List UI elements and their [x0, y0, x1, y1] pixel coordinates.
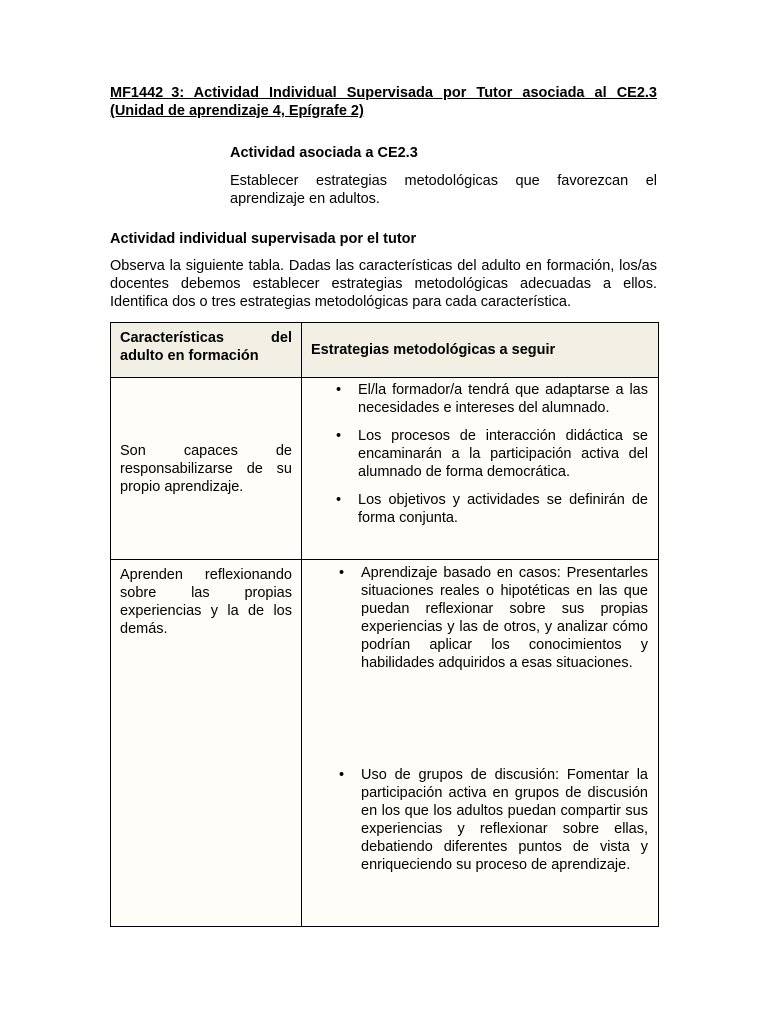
- strategy-text: Los objetivos y actividades se definirán de forma conjunta.: [358, 492, 648, 526]
- list-item: [339, 564, 648, 672]
- strategy-text: El/la formador/a tendrá que adaptarse a las necesidades e intereses del alumnado.: [358, 382, 648, 416]
- table-row: [111, 378, 659, 560]
- header-characteristics-word1: Características: [120, 330, 224, 346]
- header-strategies: [302, 323, 659, 378]
- list-item: [339, 766, 648, 874]
- intro-paragraph: Observa la siguiente tabla. Dadas las características del adulto en formación, los/as docentes debemos establecer estrategias metodológicas adecuadas a ellos. Identifica dos o tres estrategias metodológicas para cada característica.: [110, 258, 657, 310]
- header-strategies-label: Estrategias metodológicas a seguir: [311, 342, 556, 358]
- strategies-cell: [302, 378, 659, 560]
- bullet-icon: •: [336, 428, 342, 444]
- strategies-cell: [302, 560, 659, 927]
- list-item: [336, 491, 648, 527]
- header-characteristics-word2: del: [271, 330, 292, 346]
- strategies-list: [302, 560, 658, 874]
- bullet-icon: •: [339, 565, 345, 581]
- characteristic-text: Aprenden reflexionando sobre las propias experiencias y la de los demás.: [120, 567, 292, 637]
- strategy-text: Uso de grupos de discusión: Fomentar la participación activa en grupos de discusión en los que los adultos puedan compartir sus experiencias y reflexionar sobre ellas, debatiendo diferentes puntos de vista y enriqueciendo su proceso de aprendizaje.: [361, 767, 648, 873]
- associated-heading: Actividad asociada a CE2.3: [230, 145, 418, 161]
- strategies-list: [302, 378, 658, 527]
- bullet-icon: •: [336, 492, 342, 508]
- characteristic-cell: [111, 378, 302, 560]
- strategies-table: [110, 322, 659, 927]
- document-title: MF1442_3: Actividad Individual Supervisada por Tutor asociada al CE2.3 (Unidad de aprendizaje 4, Epígrafe 2): [110, 85, 657, 119]
- strategy-text: Los procesos de interacción didáctica se encaminarán a la participación activa del alumnado de forma democrática.: [358, 428, 648, 480]
- header-characteristics: [111, 323, 302, 378]
- list-item: [336, 381, 648, 417]
- bullet-icon: •: [336, 382, 342, 398]
- strategy-text: Aprendizaje basado en casos: Presentarles situaciones reales o hipotéticas en las que puedan reflexionar sobre sus propias experiencias y las de otros, y analizar cómo podrían aplicar los conocimientos y habilidades adquiridos a esas situaciones.: [361, 565, 648, 671]
- characteristic-cell: [111, 560, 302, 927]
- list-item: [336, 427, 648, 481]
- table-header-row: [111, 323, 659, 378]
- document-page: [110, 84, 657, 927]
- associated-text: Establecer estrategias metodológicas que favorezcan el aprendizaje en adultos.: [230, 173, 657, 207]
- table-row: [111, 560, 659, 927]
- bullet-icon: •: [339, 767, 345, 783]
- header-characteristics-line2: adulto en formación: [120, 348, 259, 364]
- activity-heading: Actividad individual supervisada por el tutor: [110, 231, 417, 247]
- characteristic-text: Son capaces de responsabilizarse de su propio aprendizaje.: [120, 442, 292, 495]
- associated-block: [230, 144, 657, 208]
